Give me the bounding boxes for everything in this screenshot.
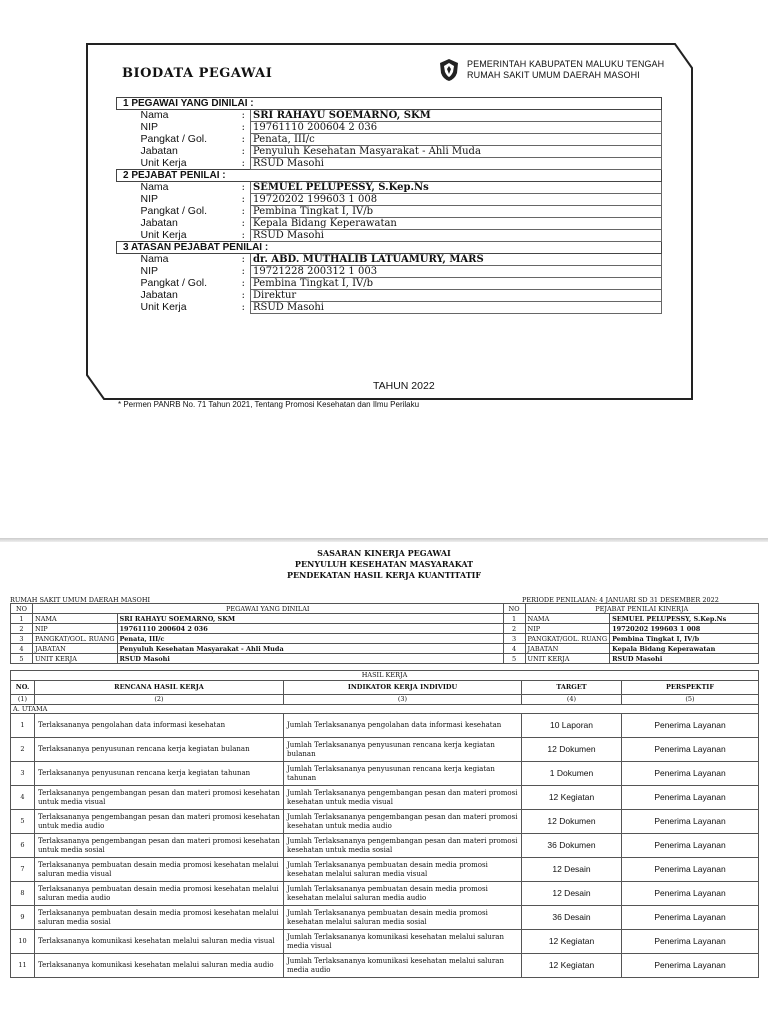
field-value: Penata, III/c	[251, 134, 662, 146]
perspektif: Penerima Layanan	[622, 930, 759, 954]
identity-row	[11, 634, 759, 644]
perspektif: Penerima Layanan	[622, 954, 759, 978]
target: 36 Dokumen	[522, 834, 622, 858]
field-row	[117, 254, 662, 266]
identity-no: 4	[11, 644, 33, 654]
government-header	[467, 59, 664, 81]
field-colon: :	[241, 133, 246, 145]
employee-value: Penata, III/c	[117, 634, 503, 644]
field-colon: :	[241, 121, 246, 133]
field-label: Nama	[140, 109, 169, 122]
skp-title-line-2: PENYULUH KESEHATAN MASYARAKAT	[294, 559, 474, 569]
perspektif: Penerima Layanan	[622, 834, 759, 858]
identity-no: 5	[503, 654, 525, 664]
skp-title-line-3: PENDEKATAN HASIL KERJA KUANTITATIF	[286, 570, 482, 580]
table-row	[11, 882, 759, 906]
row-number: 5	[11, 810, 35, 834]
target: 12 Desain	[522, 858, 622, 882]
hasil-kerja-header: HASIL KERJA	[10, 670, 759, 680]
identity-no: 2	[11, 624, 33, 634]
perspektif: Penerima Layanan	[622, 762, 759, 786]
perspektif: Penerima Layanan	[622, 858, 759, 882]
identity-no: 1	[503, 614, 525, 624]
row-number: 4	[11, 786, 35, 810]
identity-appraiser-header: PEJABAT PENILAI KINERJA	[525, 604, 758, 614]
field-colon: :	[241, 265, 246, 277]
field-label: Jabatan	[140, 289, 178, 301]
identity-row	[11, 644, 759, 654]
field-colon: :	[241, 109, 246, 122]
perspektif: Penerima Layanan	[622, 906, 759, 930]
year-label: TAHUN 2022	[373, 380, 435, 392]
rencana-hasil-kerja: Terlaksananya komunikasi kesehatan melalui saluran media audio	[35, 954, 284, 978]
field-value: Penyuluh Kesehatan Masyarakat - Ahli Muda	[251, 146, 662, 158]
section-heading: 2 PEJABAT PENILAI :	[117, 170, 662, 182]
table-row	[11, 858, 759, 882]
perspektif: Penerima Layanan	[622, 810, 759, 834]
gov-line-1: PEMERINTAH KABUPATEN MALUKU TENGAH	[467, 59, 665, 69]
row-number: 10	[11, 930, 35, 954]
rencana-hasil-kerja: Terlaksananya pembuatan desain media promosi kesehatan melalui saluran media audio	[35, 882, 284, 906]
appraiser-value: Kepala Bidang Keperawatan	[610, 644, 759, 654]
field-label: Unit Kerja	[140, 228, 187, 241]
employee-value: SRI RAHAYU SOEMARNO, SKM	[117, 614, 503, 624]
identity-label: JABATAN	[525, 644, 610, 654]
identity-no: 3	[11, 634, 33, 644]
table-row	[11, 738, 759, 762]
field-row	[117, 146, 662, 158]
identity-label: JABATAN	[33, 644, 118, 654]
identity-label: NIP	[525, 624, 610, 634]
rencana-hasil-kerja: Terlaksananya pengembangan pesan dan materi promosi kesehatan untuk media audio	[35, 810, 284, 834]
identity-no: 2	[503, 624, 525, 634]
appraiser-value: Pembina Tingkat I, IV/b	[610, 634, 759, 644]
row-number: 6	[11, 834, 35, 858]
skp-title	[0, 548, 768, 581]
table-row	[11, 906, 759, 930]
field-value: dr. ABD. MUTHALIB LATUAMURY, MARS	[251, 254, 662, 266]
identity-label: NAMA	[525, 614, 610, 624]
field-row	[117, 218, 662, 230]
indikator-kerja: Jumlah Terlaksananya pengembangan pesan dan materi promosi kesehatan untuk media sosial	[284, 834, 522, 858]
field-value: 19721228 200312 1 003	[251, 266, 662, 278]
row-number: 1	[11, 714, 35, 738]
field-row	[117, 290, 662, 302]
target: 12 Kegiatan	[522, 930, 622, 954]
field-colon: :	[241, 289, 246, 301]
field-label: Nama	[140, 181, 169, 194]
skp-title-line-1: SASARAN KINERJA PEGAWAI	[317, 548, 451, 558]
identity-label: PANGKAT/GOL. RUANG	[525, 634, 610, 644]
indikator-kerja: Jumlah Terlaksananya komunikasi kesehatan melalui saluran media visual	[284, 930, 522, 954]
assessment-period: PERIODE PENILAIAN: 4 JANUARI SD 31 DESEMBER 2022	[522, 596, 719, 604]
performance-header-row	[11, 681, 759, 695]
employee-value: Penyuluh Kesehatan Masyarakat - Ahli Muda	[117, 644, 503, 654]
indikator-kerja: Jumlah Terlaksananya pembuatan desain media promosi kesehatan melalui saluran media sosial	[284, 906, 522, 930]
rencana-hasil-kerja: Terlaksananya pembuatan desain media promosi kesehatan melalui saluran media visual	[35, 858, 284, 882]
section-header-row	[117, 170, 662, 182]
biodata-title: BIODATA PEGAWAI	[122, 66, 273, 81]
identity-no: 4	[503, 644, 525, 654]
indikator-kerja: Jumlah Terlaksananya pembuatan desain media promosi kesehatan melalui saluran media audio	[284, 882, 522, 906]
section-heading: 1 PEGAWAI YANG DINILAI :	[117, 98, 662, 110]
section-header-row	[117, 98, 662, 110]
row-number: 7	[11, 858, 35, 882]
field-value: RSUD Masohi	[251, 302, 662, 314]
field-colon: :	[241, 301, 246, 313]
field-row	[117, 158, 662, 170]
field-colon: :	[241, 181, 246, 194]
col-number: (4)	[522, 695, 622, 705]
appraiser-value: SEMUEL PELUPESSY, S.Kep.Ns	[610, 614, 759, 624]
col-number: (1)	[11, 695, 35, 705]
table-row	[11, 834, 759, 858]
target: 10 Laporan	[522, 714, 622, 738]
col-no-header: NO.	[11, 681, 35, 695]
identity-label: NAMA	[33, 614, 118, 624]
identity-employee-header: PEGAWAI YANG DINILAI	[33, 604, 504, 614]
table-row	[11, 954, 759, 978]
identity-row	[11, 624, 759, 634]
field-colon: :	[241, 193, 246, 205]
field-row	[117, 182, 662, 194]
gov-line-2: RUMAH SAKIT UMUM DAERAH MASOHI	[467, 70, 640, 80]
row-number: 8	[11, 882, 35, 906]
field-row	[117, 266, 662, 278]
field-value: SEMUEL PELUPESSY, S.Kep.Ns	[251, 182, 662, 194]
identity-label: PANGKAT/GOL. RUANG	[33, 634, 118, 644]
indikator-kerja: Jumlah Terlaksananya pengembangan pesan dan materi promosi kesehatan untuk media visual	[284, 786, 522, 810]
indikator-kerja: Jumlah Terlaksananya pengembangan pesan dan materi promosi kesehatan untuk media audio	[284, 810, 522, 834]
target: 12 Kegiatan	[522, 954, 622, 978]
section-label: A. UTAMA	[11, 704, 759, 714]
field-row	[117, 206, 662, 218]
col-target-header: TARGET	[522, 681, 622, 695]
footnote: * Permen PANRB No. 71 Tahun 2021, Tentang Promosi Kesehatan dan Ilmu Perilaku	[118, 400, 420, 409]
field-row	[117, 134, 662, 146]
field-label: Pangkat / Gol.	[140, 133, 208, 145]
identity-table	[10, 603, 759, 664]
appraiser-value: 19720202 199603 1 008	[610, 624, 759, 634]
col-perspektif-header: PERSPEKTIF	[622, 681, 759, 695]
field-value: 19720202 199603 1 008	[251, 194, 662, 206]
unit-name: RUMAH SAKIT UMUM DAERAH MASOHI	[10, 596, 151, 604]
indikator-kerja: Jumlah Terlaksananya penyusunan rencana kerja kegiatan tahunan	[284, 762, 522, 786]
identity-row	[11, 614, 759, 624]
col-number: (3)	[284, 695, 522, 705]
field-colon: :	[241, 205, 246, 217]
indikator-kerja: Jumlah Terlaksananya penyusunan rencana kerja kegiatan bulanan	[284, 738, 522, 762]
employee-value: 19761110 200604 2 036	[117, 624, 503, 634]
field-value: Pembina Tingkat I, IV/b	[251, 206, 662, 218]
field-label: Pangkat / Gol.	[140, 205, 208, 217]
identity-no-header-left: NO	[11, 604, 33, 614]
col-iki-header: INDIKATOR KERJA INDIVIDU	[284, 681, 522, 695]
field-row	[117, 110, 662, 122]
biodata-table	[116, 97, 662, 314]
field-value: SRI RAHAYU SOEMARNO, SKM	[251, 110, 662, 122]
field-label: Nama	[140, 253, 169, 266]
field-label: Unit Kerja	[140, 156, 187, 169]
appraiser-value: RSUD Masohi	[610, 654, 759, 664]
employee-value: RSUD Masohi	[117, 654, 503, 664]
biodata-sheet	[0, 0, 768, 470]
target: 12 Dokumen	[522, 738, 622, 762]
field-label: Pangkat / Gol.	[140, 277, 208, 289]
section-heading: 3 ATASAN PEJABAT PENILAI :	[117, 242, 662, 254]
performance-table	[10, 680, 759, 978]
perspektif: Penerima Layanan	[622, 714, 759, 738]
identity-no-header-right: NO	[503, 604, 525, 614]
field-colon: :	[241, 145, 246, 157]
rencana-hasil-kerja: Terlaksananya pengembangan pesan dan materi promosi kesehatan untuk media sosial	[35, 834, 284, 858]
field-label: Jabatan	[140, 217, 178, 229]
table-row	[11, 930, 759, 954]
row-number: 3	[11, 762, 35, 786]
identity-row	[11, 654, 759, 664]
rencana-hasil-kerja: Terlaksananya pengolahan data informasi kesehatan	[35, 714, 284, 738]
rencana-hasil-kerja: Terlaksananya pengembangan pesan dan materi promosi kesehatan untuk media visual	[35, 786, 284, 810]
field-colon: :	[241, 277, 246, 289]
indikator-kerja: Jumlah Terlaksananya pembuatan desain media promosi kesehatan melalui saluran media visual	[284, 858, 522, 882]
field-value: RSUD Masohi	[251, 158, 662, 170]
table-row	[11, 714, 759, 738]
identity-label: UNIT KERJA	[525, 654, 610, 664]
field-colon: :	[241, 217, 246, 229]
target: 12 Dokumen	[522, 810, 622, 834]
table-row	[11, 810, 759, 834]
rencana-hasil-kerja: Terlaksananya komunikasi kesehatan melalui saluran media visual	[35, 930, 284, 954]
field-row	[117, 278, 662, 290]
section-row	[11, 704, 759, 714]
target: 12 Kegiatan	[522, 786, 622, 810]
col-number: (2)	[35, 695, 284, 705]
target: 12 Desain	[522, 882, 622, 906]
perspektif: Penerima Layanan	[622, 738, 759, 762]
perspektif: Penerima Layanan	[622, 882, 759, 906]
indikator-kerja: Jumlah Terlaksananya pengolahan data informasi kesehatan	[284, 714, 522, 738]
field-colon: :	[241, 253, 246, 266]
skp-sheet	[0, 542, 768, 1024]
field-colon: :	[241, 228, 246, 241]
target: 36 Desain	[522, 906, 622, 930]
field-label: Jabatan	[140, 145, 178, 157]
government-emblem-icon	[437, 58, 461, 82]
field-label: NIP	[140, 193, 159, 205]
row-number: 9	[11, 906, 35, 930]
col-rhk-header: RENCANA HASIL KERJA	[35, 681, 284, 695]
perspektif: Penerima Layanan	[622, 786, 759, 810]
col-number: (5)	[622, 695, 759, 705]
indikator-kerja: Jumlah Terlaksananya komunikasi kesehatan melalui saluran media audio	[284, 954, 522, 978]
row-number: 11	[11, 954, 35, 978]
field-colon: :	[241, 156, 246, 169]
field-value: Kepala Bidang Keperawatan	[251, 218, 662, 230]
table-row	[11, 786, 759, 810]
rencana-hasil-kerja: Terlaksananya pembuatan desain media promosi kesehatan melalui saluran media sosial	[35, 906, 284, 930]
section-header-row	[117, 242, 662, 254]
identity-header-row	[11, 604, 759, 614]
rencana-hasil-kerja: Terlaksananya penyusunan rencana kerja kegiatan tahunan	[35, 762, 284, 786]
field-label: Unit Kerja	[140, 301, 187, 313]
field-value: 19761110 200604 2 036	[251, 122, 662, 134]
field-value: RSUD Masohi	[251, 230, 662, 242]
field-label: NIP	[140, 121, 159, 133]
identity-no: 3	[503, 634, 525, 644]
identity-no: 5	[11, 654, 33, 664]
field-row	[117, 194, 662, 206]
field-row	[117, 302, 662, 314]
identity-label: UNIT KERJA	[33, 654, 118, 664]
identity-no: 1	[11, 614, 33, 624]
row-number: 2	[11, 738, 35, 762]
field-value: Direktur	[251, 290, 662, 302]
identity-label: NIP	[33, 624, 118, 634]
field-value: Pembina Tingkat I, IV/b	[251, 278, 662, 290]
field-label: NIP	[140, 265, 159, 277]
target: 1 Dokumen	[522, 762, 622, 786]
column-number-row	[11, 695, 759, 705]
rencana-hasil-kerja: Terlaksananya penyusunan rencana kerja kegiatan bulanan	[35, 738, 284, 762]
field-row	[117, 230, 662, 242]
field-row	[117, 122, 662, 134]
table-row	[11, 762, 759, 786]
